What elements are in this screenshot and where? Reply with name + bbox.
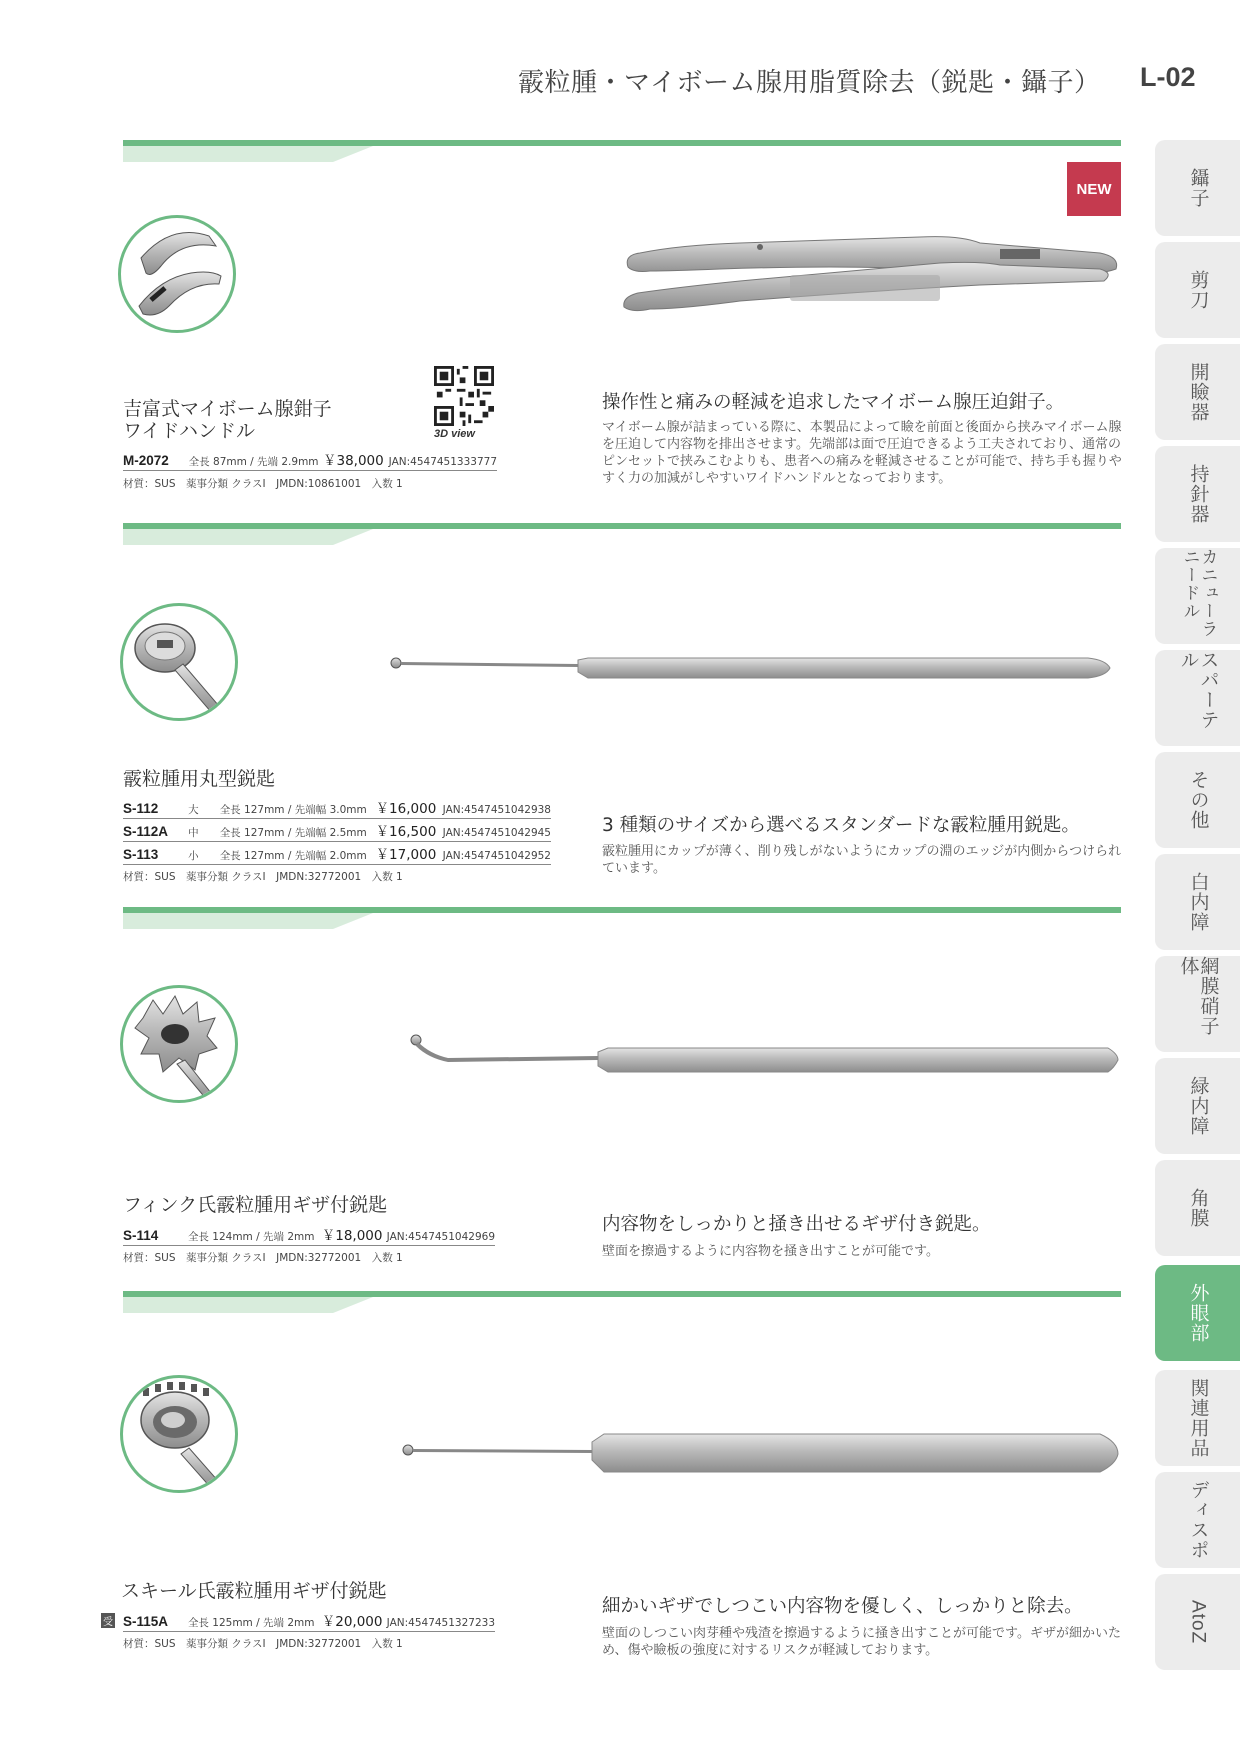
product-headline: 内容物をしっかりと掻き出せるギザ付き鋭匙。 — [602, 1214, 991, 1235]
table-row — [123, 1224, 495, 1246]
tab-a-to-z[interactable] — [1155, 1574, 1240, 1670]
product-description: マイボーム腺が詰まっている際に、本製品によって瞼を前面と後面から挟みマイボーム腺を圧迫して内容物を排出させます。先端部は面で圧迫できるよう工夫されており、通常のピンセットで挟みこむよりも、患者への痛みを軽減させることが可能で、持ち手も握りやすく力の加減がしやすいワイドハンドルとなっております。 — [602, 420, 1122, 486]
tab-label: 持針器 — [1187, 464, 1210, 524]
section-divider — [123, 1291, 1121, 1315]
section-divider — [123, 907, 1121, 931]
product-price: ￥16,000 — [375, 801, 437, 817]
product-spec: 全長 127mm / 先端幅 2.0mm — [219, 850, 367, 862]
tab-related-products[interactable] — [1155, 1370, 1240, 1466]
page-title: 霰粒腫・マイボーム腺用脂質除去（鋭匙・鑷子） — [518, 68, 1101, 98]
section-divider — [123, 523, 1121, 547]
product-code: S-112A — [123, 824, 169, 839]
product-name: 霰粒腫用丸型鋭匙 — [123, 768, 276, 790]
table-row — [123, 797, 551, 819]
tab-label: 鑷子 — [1187, 168, 1210, 208]
product-name: スキール氏霰粒腫用ギザ付鋭匙 — [121, 1580, 387, 1602]
tab-label: 緑内障 — [1187, 1076, 1210, 1136]
product-description: 壁面を擦過するように内容物を掻き出すことが可能です。 — [602, 1244, 939, 1259]
tab-forceps[interactable] — [1155, 140, 1240, 236]
tab-vitreoretinal[interactable] — [1155, 956, 1240, 1052]
table-row — [123, 449, 497, 471]
product-price: ￥38,000 — [323, 453, 384, 469]
tab-label: 白内障 — [1187, 872, 1210, 932]
jan-code: JAN:4547451333777 — [388, 456, 498, 468]
tab-label: その他 — [1187, 770, 1210, 830]
product-code: S-113 — [123, 847, 159, 862]
new-badge: NEW — [1067, 162, 1121, 216]
qr-code-icon[interactable] — [434, 366, 494, 426]
product-meta: 材質：SUS 薬事分類 クラスⅠ JMDN:32772001 入数 1 — [123, 1638, 403, 1650]
tab-label: 網膜硝子体 — [1177, 956, 1220, 1036]
product-price: ￥20,000 — [321, 1614, 383, 1630]
product-name: 吉富式マイボーム腺鉗子 — [123, 398, 332, 420]
size-label: 大 — [188, 804, 199, 816]
tab-label: ディスポ — [1187, 1480, 1210, 1560]
product-description: 壁面のしつこい肉芽種や残渣を擦過するように掻き出すことが可能です。ギザが細かいため、傷や瞼板の強度に対するリスクが軽減しております。 — [602, 1626, 1121, 1658]
product-code: S-114 — [123, 1228, 159, 1243]
tip-closeup-image — [120, 985, 238, 1103]
jan-code: JAN:4547451042938 — [442, 804, 551, 816]
size-label: 小 — [188, 850, 199, 862]
product-meta: 材質：SUS 薬事分類 クラスⅠ JMDN:32772001 入数 1 — [123, 1252, 403, 1264]
tab-label: AtoZ — [1187, 1599, 1209, 1645]
jan-code: JAN:4547451042969 — [386, 1231, 496, 1243]
product-name: フィンク氏霰粒腫用ギザ付鋭匙 — [123, 1194, 388, 1216]
product-spec: 全長 127mm / 先端幅 2.5mm — [219, 827, 367, 839]
product-description: 霰粒腫用にカップが薄く、削り残しがないようにカップの淵のエッジが内側からつけられています。 — [602, 844, 1122, 876]
product-spec: 全長 127mm / 先端幅 3.0mm — [219, 804, 367, 816]
chalazion-curette-image — [388, 648, 1120, 682]
size-label: 中 — [188, 827, 199, 839]
product-spec: 全長 125mm / 先端 2mm — [187, 1617, 315, 1629]
product-headline: 細かいギザでしつこい内容物を優しく、しっかりと除去。 — [602, 1596, 1083, 1617]
order-only-badge: 受 — [101, 1613, 115, 1628]
table-row — [123, 820, 551, 842]
tab-label: カニューラ ニードル — [1179, 548, 1218, 638]
product-meta: 材質：SUS 薬事分類 クラスⅠ JMDN:10861001 入数 1 — [123, 478, 403, 490]
tab-scissors[interactable] — [1155, 242, 1240, 338]
jan-code: JAN:4547451042945 — [442, 827, 551, 839]
jan-code: JAN:4547451042952 — [442, 850, 551, 862]
table-row — [123, 1610, 495, 1632]
product-code: M-2072 — [123, 453, 169, 468]
tab-cataract[interactable] — [1155, 854, 1240, 950]
product-meta: 材質：SUS 薬事分類 クラスⅠ JMDN:32772001 入数 1 — [123, 871, 403, 883]
product-headline: 3 種類のサイズから選べるスタンダードな霰粒腫用鋭匙。 — [602, 815, 1080, 836]
tab-label: 外眼部 — [1187, 1283, 1210, 1343]
product-spec: 全長 124mm / 先端 2mm — [187, 1231, 315, 1243]
product-code: S-112 — [123, 801, 159, 816]
table-row — [123, 843, 551, 865]
skeel-curette-image — [400, 1426, 1120, 1478]
tab-others[interactable] — [1155, 752, 1240, 848]
tip-closeup-image — [118, 215, 236, 333]
forceps-image — [620, 225, 1125, 317]
tab-speculum[interactable] — [1155, 344, 1240, 440]
tip-closeup-image — [120, 1375, 238, 1493]
tab-cornea[interactable] — [1155, 1160, 1240, 1256]
product-spec: 全長 87mm / 先端 2.9mm — [188, 456, 319, 468]
product-price: ￥16,500 — [375, 824, 437, 840]
product-price: ￥18,000 — [321, 1228, 383, 1244]
tab-glaucoma[interactable] — [1155, 1058, 1240, 1154]
tab-label: 角膜 — [1187, 1188, 1210, 1228]
tab-needle-holder[interactable] — [1155, 446, 1240, 542]
tab-label: 剪刀 — [1187, 270, 1210, 310]
tab-external-eye[interactable] — [1155, 1265, 1240, 1361]
product-code: S-115A — [123, 1614, 169, 1629]
page-code: L-02 — [1140, 62, 1196, 92]
product-headline: 操作性と痛みの軽減を追求したマイボーム腺圧迫鉗子。 — [602, 392, 1065, 413]
section-divider — [123, 140, 1121, 164]
product-name-line2: ワイドハンドル — [123, 420, 256, 442]
tab-label: 関連用品 — [1187, 1378, 1210, 1458]
product-price: ￥17,000 — [375, 847, 437, 863]
tab-spatula[interactable] — [1155, 650, 1240, 746]
tab-cannula-needle[interactable] — [1155, 548, 1240, 644]
jan-code: JAN:4547451327233 — [386, 1617, 496, 1629]
tab-label: スパーテル — [1177, 650, 1220, 730]
tab-label: 開瞼器 — [1187, 362, 1210, 422]
tab-disposable[interactable] — [1155, 1472, 1240, 1568]
3d-view-link[interactable]: 3D view — [434, 428, 475, 440]
tip-closeup-image — [120, 603, 238, 721]
fink-curette-image — [408, 1030, 1120, 1078]
